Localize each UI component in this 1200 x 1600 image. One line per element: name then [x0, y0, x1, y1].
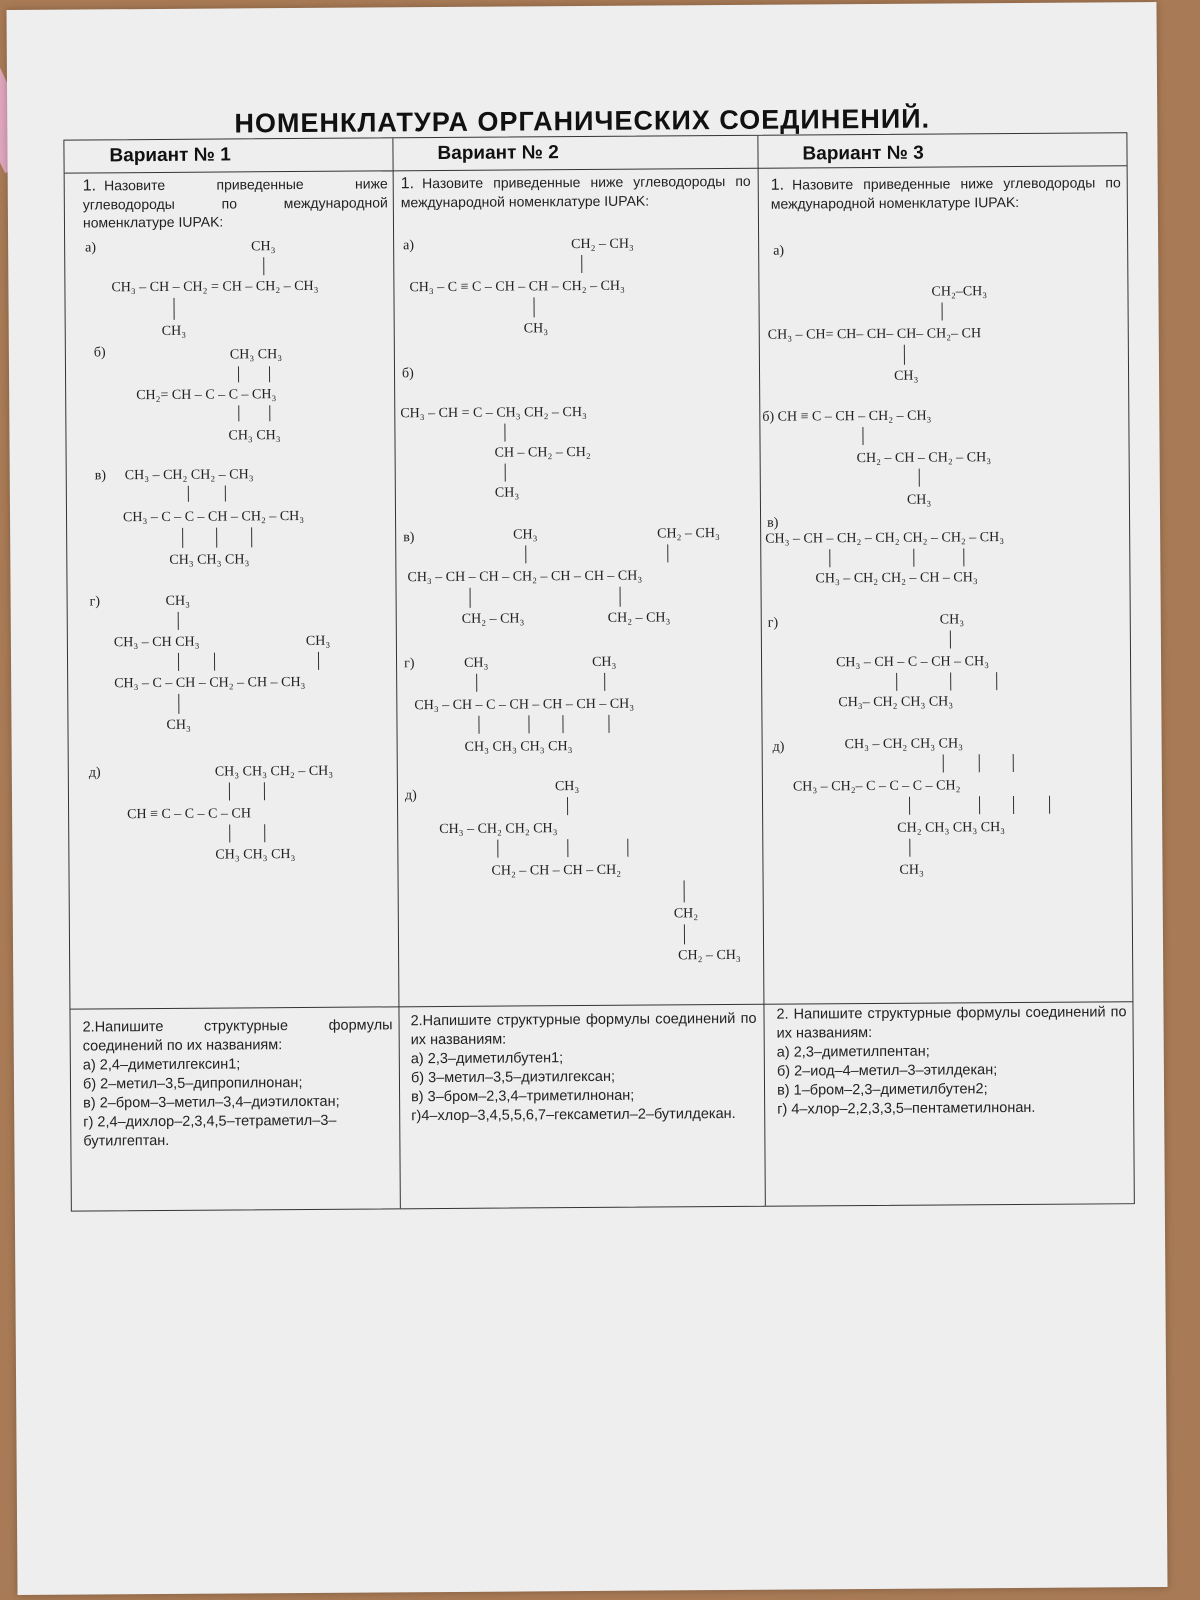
v2g-ch3-top-right: CH₃ [591, 654, 617, 670]
bond [188, 486, 189, 502]
name-item: а) 2,4–диметилгексин1; [82, 1056, 241, 1074]
v2a-top: CH₂ – CH₃ [571, 236, 634, 253]
name-item: г) 4–хлор–2,2,3,3,5–пентаметилнонан. [777, 1099, 1036, 1118]
name-item: г) 2,4–дихлор–2,3,4,5–тетраметил–3–бутилгептан. [83, 1112, 337, 1150]
bond [269, 405, 270, 421]
bond [182, 528, 183, 548]
v1b-top: CH₃ CH₃ [229, 347, 283, 363]
column-divider [392, 138, 400, 1208]
bond [534, 297, 535, 317]
v1d-main-chain: CH ≡ C – C – C – CH [127, 806, 251, 823]
name-item: б) 3–метил–3,5–диэтилгексан; [410, 1068, 616, 1087]
bond [214, 653, 215, 671]
v3d-bottom: CH₂ CH₃ CH₃ CH₃ [897, 820, 1006, 836]
v2v-bottom-left: CH₂ – CH₃ [461, 611, 525, 627]
variant-3-header: Вариант № 3 [757, 133, 1126, 169]
v1v-main-chain: CH₃ – C – C – CH – CH₂ – CH₃ [122, 508, 305, 526]
v1d-bottom: CH₃ CH₃ CH₃ [215, 847, 296, 863]
v3d-main-chain: CH₃ – CH₂– C – C – C – CH₂ [792, 778, 961, 795]
v2-label-b: б) [401, 366, 414, 382]
v3b-mid: CH₂ – CH – CH₂ – CH₃ [856, 450, 992, 467]
variant-2-task-1: 1. Назовите приведенные ниже углеводороды по международной номенклатуре IUPAK: [400, 172, 751, 211]
v1v-bottom: CH₃ CH₃ CH₃ [169, 552, 250, 568]
v2d-ch3-top: CH₃ [554, 779, 580, 795]
v3a-top: CH₂–CH₃ [931, 284, 988, 300]
v3-label-d: д) [772, 739, 785, 755]
bond [684, 924, 685, 944]
v2a-main-chain: CH₃ – C ≡ C – CH – CH – CH₂ – CH₃ [409, 278, 625, 296]
bond [942, 303, 943, 321]
variant-1-task-1: 1. Назовите приведенные ниже углеводороды по международной номенклатуре IUPAK: [82, 175, 388, 231]
v1g-main-chain: CH₃ – C – CH – CH₂ – CH – CH₃ [114, 674, 306, 692]
bond [497, 840, 498, 858]
v1-label-d: д) [88, 765, 101, 781]
v1a-ch3-top: CH₃ [251, 239, 276, 255]
v1g-ch3-right: CH₃ [305, 633, 331, 649]
name-item: в) 2–бром–3–метил–3,4–диэтилоктан; [83, 1093, 340, 1112]
v2g-main-chain: CH₃ – CH – C – CH – CH – CH – CH₃ [414, 696, 635, 714]
bond [251, 527, 252, 547]
bond [919, 469, 920, 487]
v3b-ch3-bottom: CH₃ [906, 492, 932, 508]
variant-1-task-2: 2.Напишите структурные формулы соединений по их названиям: а) 2,4–диметилгексин1; б) 2–метил–3,5–дипропилнонан; в) 2–бром–3–метил–3,4–диэтилоктан; г) 2,4–дихлор–2,3,4,5–тетраметил–3–бутилгептан. [82, 1017, 393, 1150]
v1-label-b: б) [93, 345, 106, 361]
v3g-bottom: CH₃– CH₂ CH₃ CH₃ [838, 694, 954, 711]
variant-1-header: Вариант № 1 [64, 138, 392, 173]
name-item: б) 2–иод–4–метил–3–этилдекан; [776, 1062, 998, 1080]
v1d-top: CH₃ CH₃ CH₂ – CH₃ [214, 763, 334, 780]
page-title: НОМЕНКЛАТУРА ОРГАНИЧЕСКИХ СОЕДИНЕНИЙ. [234, 103, 931, 139]
bond [913, 549, 914, 567]
v1-label-a: а) [85, 240, 97, 256]
v1v-top: CH₃ – CH₂ CH₂ – CH₃ [124, 467, 254, 484]
bond [173, 298, 174, 320]
bond [229, 824, 230, 842]
bond [909, 839, 910, 857]
bond [562, 715, 563, 733]
bond [979, 754, 980, 772]
bond [476, 674, 477, 692]
v1b-main-chain: CH₂= CH – C – C – CH₃ [136, 387, 277, 404]
name-item: г)4–хлор–3,4,5,5,6,7–гексаметил–2–бутилдекан. [411, 1105, 736, 1125]
bond [178, 653, 179, 671]
bond [470, 588, 471, 608]
name-item: б) 2–метил–3,5–дипропилнонан; [82, 1074, 303, 1093]
bond [318, 652, 319, 670]
bond [581, 255, 582, 273]
bond [684, 880, 685, 902]
bond [904, 345, 905, 365]
bond [620, 587, 621, 607]
v3v-bottom: CH₃ – CH₂ CH₂ – CH – CH₃ [815, 570, 978, 587]
bond [264, 824, 265, 842]
v3g-main-chain: CH₃ – CH – C – CH – CH₃ [836, 654, 990, 671]
v1a-main-chain: CH₃ – CH – CH₂ = CH – CH₂ – CH₃ [111, 278, 319, 296]
v2d-end: CH₂ – CH₃ [678, 947, 741, 964]
v2-label-d: д) [404, 788, 417, 804]
bond [963, 548, 964, 566]
column-divider [757, 136, 765, 1206]
v1a-ch3-bottom: CH₃ [161, 323, 187, 339]
v2d-main-chain: CH₂ – CH – CH – CH₂ [491, 862, 622, 879]
bond [909, 797, 910, 815]
v2-label-a: а) [403, 238, 415, 254]
bond [178, 694, 179, 714]
bond [505, 464, 506, 482]
bond [604, 673, 605, 691]
bond [238, 405, 239, 421]
v2d-ch2: CH₂ [673, 906, 699, 922]
v3d-top: CH₃ – CH₂ CH₃ CH₃ [844, 736, 964, 753]
bond [996, 672, 997, 690]
variant-2-task-2: 2.Напишите структурные формулы соединений по их названиям: а) 2,3–диметилбутен1; б) 3–метил–3,5–диэтилгексан; в) 3–бром–2,3,4–триметилнонан; г)4–хлор–3,4,5,5,6,7–гексаметил–2–бутилдекан. [410, 1010, 757, 1125]
bond [216, 528, 217, 548]
v2v-main-chain: CH₃ – CH – CH – CH₂ – CH – CH – CH₃ [407, 568, 643, 586]
bond [567, 839, 568, 857]
v3v-main-chain: CH₃ – CH – CH₂ – CH₂ CH₂ – CH₂ – CH₃ [765, 530, 1005, 547]
bond [896, 673, 897, 691]
v2b-main-chain: CH₃ – CH = C – CH₃ CH₂ – CH₃ [400, 404, 587, 422]
v2d-row2: CH₃ – CH₂ CH₂ CH₃ [439, 821, 558, 838]
v1g-row2: CH₃ – CH CH₃ [113, 634, 200, 651]
bond [943, 755, 944, 773]
name-item: в) 3–бром–2,3,4–триметилнонан; [411, 1087, 635, 1106]
v1g-ch3-top: CH₃ [165, 593, 191, 609]
v3-label-g: г) [767, 615, 779, 631]
bond [950, 672, 951, 690]
bond [178, 612, 179, 630]
v2v-bottom-right: CH₂ – CH₃ [607, 610, 671, 626]
variant-3-task-2: 2. Напишите структурные формулы соединений по их названиям: а) 2,3–диметилпентан; б) 2–иод–4–метил–3–этилдекан; в) 1–бром–2,3–диметилбутен2; г) 4–хлор–2,2,3,3,5–пентаметилнонан. [776, 1004, 1127, 1118]
v3g-ch3-top: CH₃ [939, 612, 965, 628]
name-item: а) 2,3–диметилбутен1; [410, 1050, 564, 1068]
v3a-main-chain: CH₃ – CH= CH– CH– CH– CH₂– CH [767, 326, 982, 343]
v2-label-g: г) [404, 656, 415, 672]
v1-label-v: в) [94, 468, 107, 484]
v2-label-v: в) [403, 530, 415, 546]
v2v-top-right: CH₂ – CH₃ [657, 526, 720, 542]
v3-label-v: в) [767, 515, 779, 531]
v3d-ch3-end: CH₃ [899, 862, 924, 878]
bond [264, 782, 265, 800]
bond [1013, 796, 1014, 814]
bond [525, 545, 526, 563]
bond [979, 796, 980, 814]
v2g-bottom: CH₃ CH₃ CH₃ CH₃ [464, 739, 573, 755]
bond [528, 715, 529, 733]
bond [263, 257, 264, 275]
name-item: а) 2,3–диметилпентан; [776, 1043, 930, 1061]
v2b-ch3-bottom: CH₃ [494, 485, 520, 501]
bond [269, 366, 270, 382]
name-item: в) 1–бром–2,3–диметилбутен2; [776, 1081, 988, 1099]
bond [950, 630, 951, 648]
bond [478, 716, 479, 734]
v2v-ch3-top: CH₃ [513, 527, 538, 543]
bond [667, 544, 668, 562]
v3a-ch3-bottom: CH₃ [894, 368, 919, 384]
bond [627, 839, 628, 857]
v2a-ch3-bottom: CH₃ [523, 321, 549, 337]
bond [829, 549, 830, 567]
bond [1013, 754, 1014, 772]
v3-label-a: а) [773, 243, 785, 259]
variant-2-header: Вариант № 2 [392, 136, 757, 172]
variant-3-task-1: 1. Назовите приведенные ниже углеводороды по международной номенклатуре IUPAK: [770, 174, 1121, 212]
v2g-ch3-top-left: CH₃ [464, 655, 489, 671]
bond [225, 486, 226, 502]
bond [567, 797, 568, 815]
bond [862, 427, 863, 445]
v3b-main-chain: б) CH ≡ C – CH – CH₂ – CH₃ [762, 408, 932, 425]
worksheet-paper [6, 2, 1167, 1595]
bond [608, 715, 609, 733]
bond [229, 782, 230, 800]
bond [238, 366, 239, 382]
bond [1049, 796, 1050, 814]
v1-label-g: г) [89, 594, 101, 610]
variants-table [63, 132, 1134, 1211]
v1g-ch3-bottom: CH₃ [166, 717, 191, 733]
v2b-mid: CH – CH₂ – CH₂ [494, 444, 591, 461]
bond [504, 424, 505, 442]
v1b-bottom: CH₃ CH₃ [228, 428, 281, 444]
